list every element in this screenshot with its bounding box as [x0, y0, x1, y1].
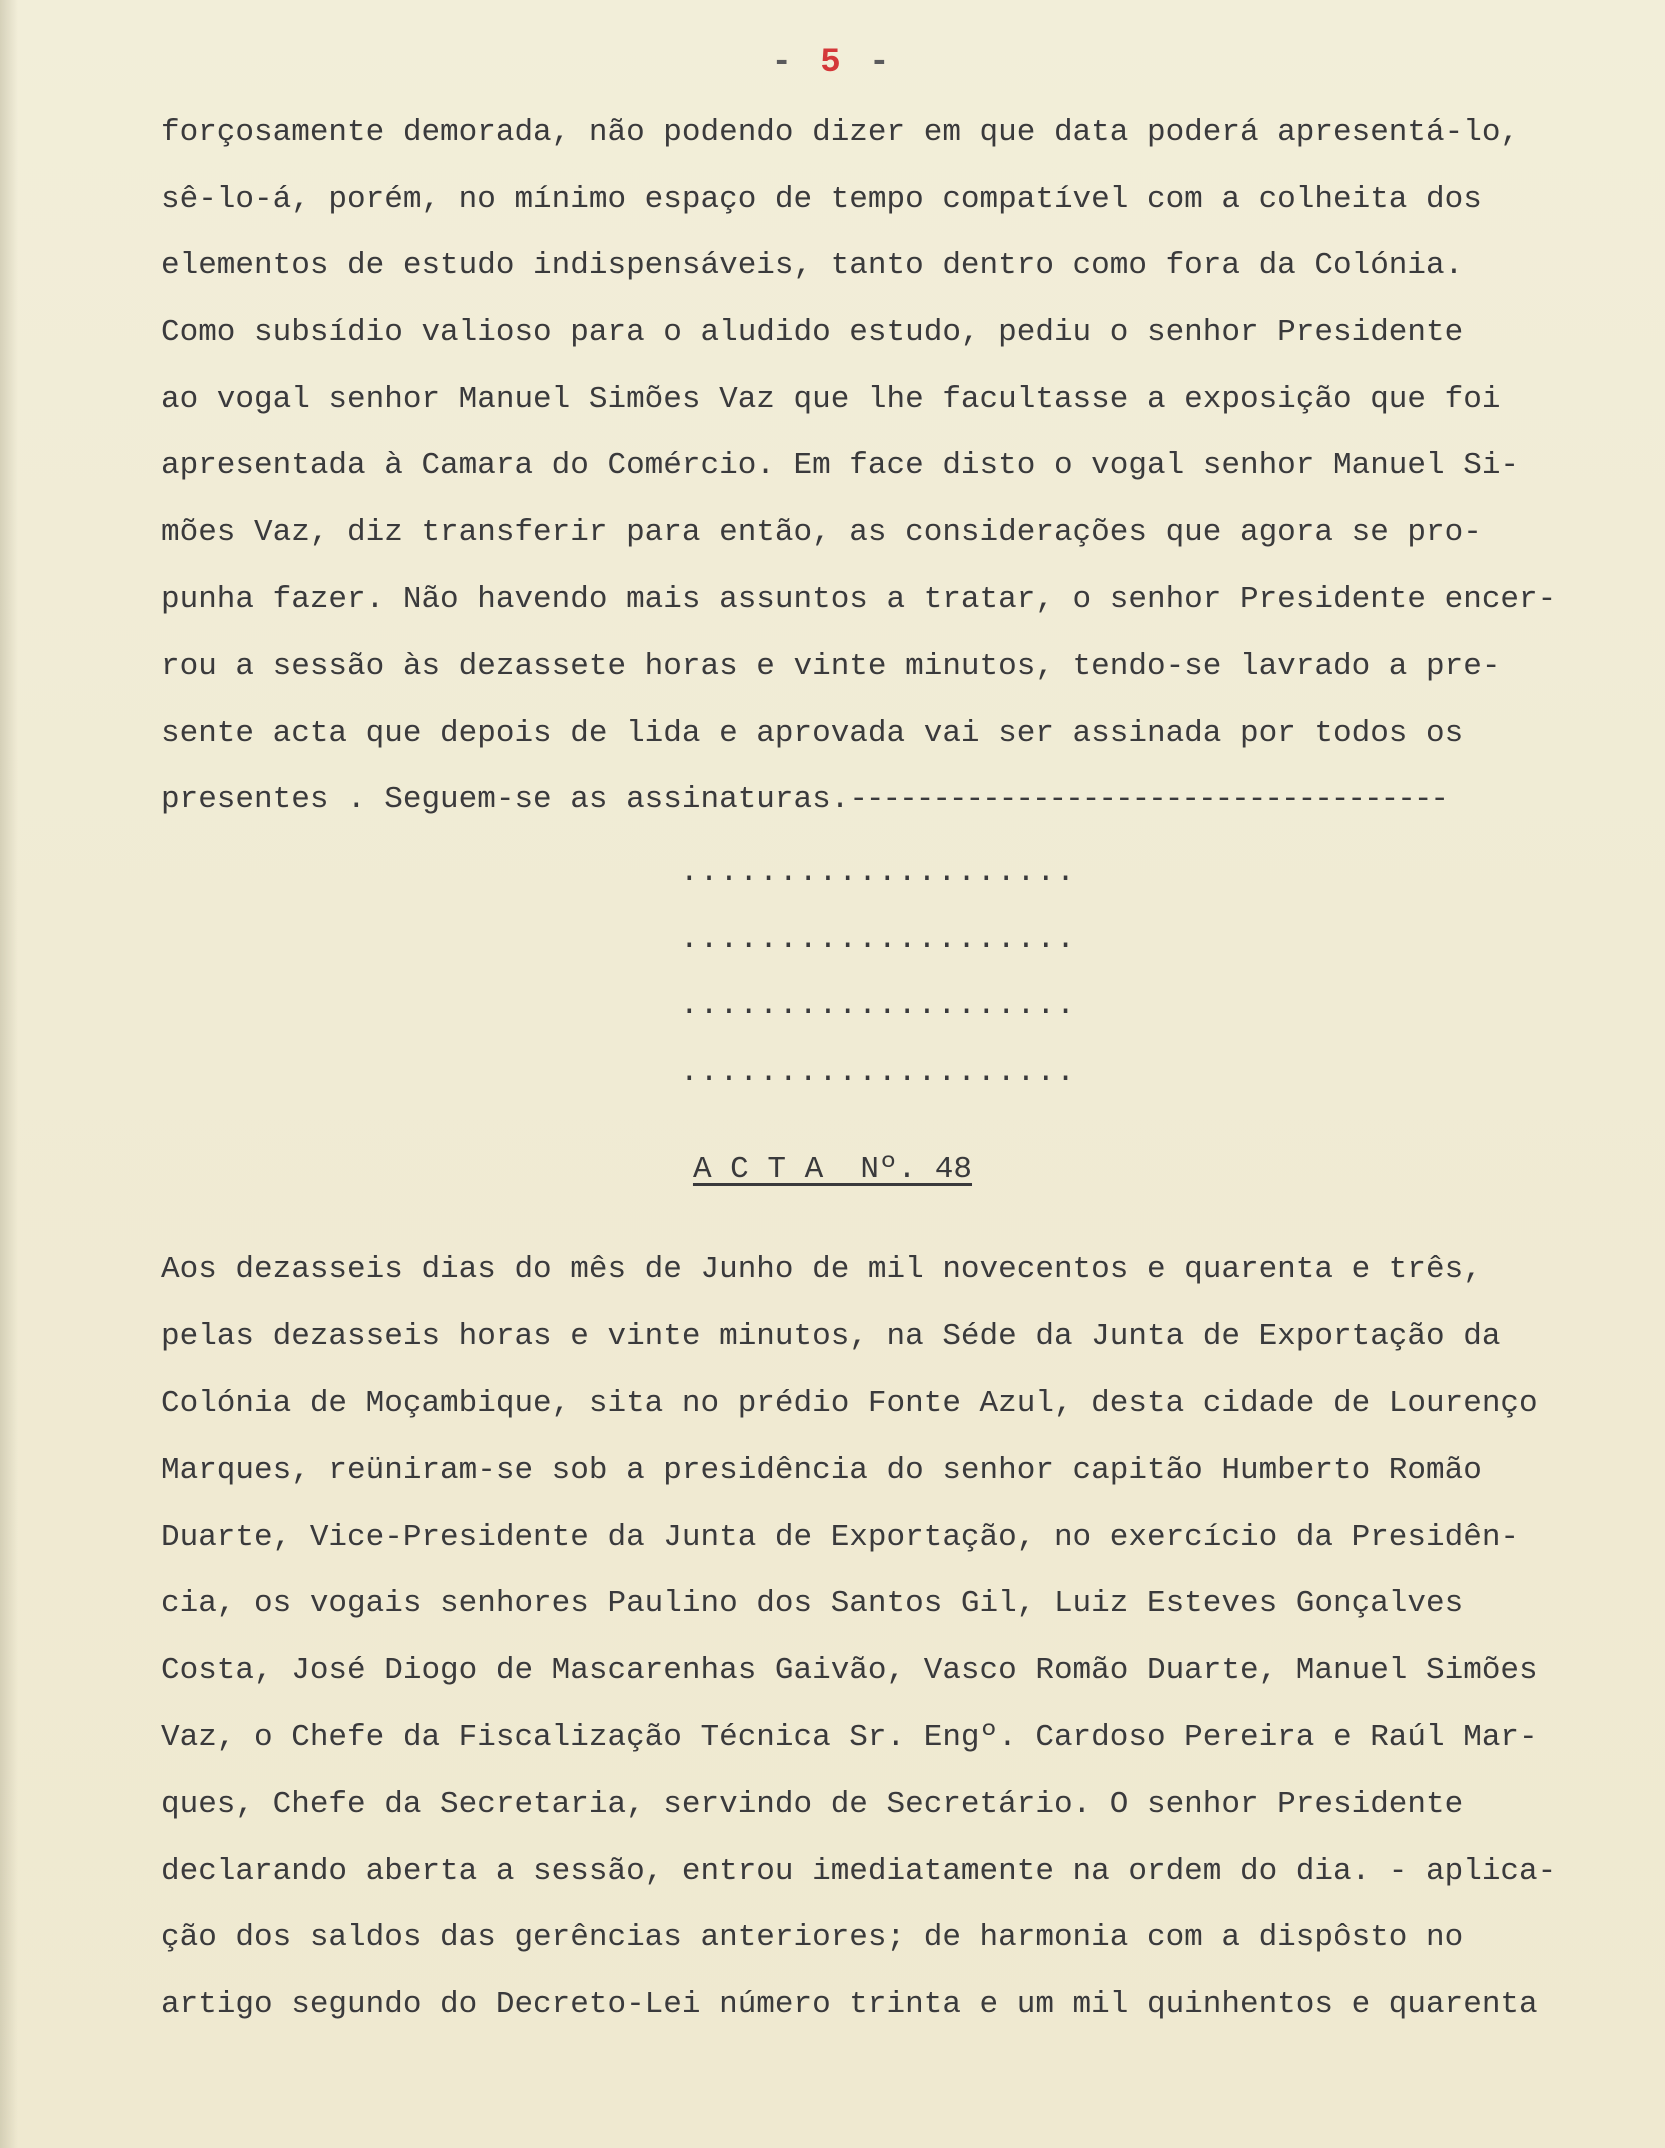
text-line: Marques, reüniram-se sob a presidência do senhor capitão Humberto Romão [161, 1453, 1482, 1488]
signature-line: .................... [680, 922, 1077, 957]
text-line: mões Vaz, diz transferir para então, as considerações que agora se pro- [161, 515, 1482, 550]
text-line: ao vogal senhor Manuel Simões Vaz que lhe facultasse a exposição que foi [161, 382, 1501, 417]
acta-title: A C T A Nº. 48 [692, 1152, 973, 1187]
text-line: Costa, José Diogo de Mascarenhas Gaivão, Vasco Romão Duarte, Manuel Simões [161, 1653, 1538, 1688]
text-line: artigo segundo do Decreto-Lei número trinta e um mil quinhentos e quarenta [161, 1987, 1538, 2022]
text-line: rou a sessão às dezassete horas e vinte minutos, tendo-se lavrado a pre- [161, 649, 1501, 684]
text-line: Aos dezasseis dias do mês de Junho de mil novecentos e quarenta e três, [161, 1252, 1482, 1287]
text-line: apresentada à Camara do Comércio. Em face disto o vogal senhor Manuel Si- [161, 448, 1520, 483]
text-line: sente acta que depois de lida e aprovada vai ser assinada por todos os [161, 716, 1464, 751]
page-number-dash-right: - [869, 44, 894, 82]
text-line: ques, Chefe da Secretaria, servindo de Secretário. O senhor Presidente [161, 1787, 1464, 1822]
signature-line: .................... [680, 855, 1077, 890]
text-line: pelas dezasseis horas e vinte minutos, na Séde da Junta de Exportação da [161, 1319, 1501, 1354]
text-line: sê-lo-á, porém, no mínimo espaço de tempo compatível com a colheita dos [161, 182, 1482, 217]
page-edge-shadow [0, 0, 18, 2148]
signature-line: .................... [680, 1055, 1077, 1090]
text-line-last [161, 780, 1447, 820]
text-line: Vaz, o Chefe da Fiscalização Técnica Sr. Engº. Cardoso Pereira e Raúl Mar- [161, 1720, 1538, 1755]
text-line: Como subsídio valioso para o aludido estudo, pediu o senhor Presidente [161, 315, 1464, 350]
text-line: forçosamente demorada, não podendo dizer em que data poderá apresentá-lo, [161, 115, 1520, 150]
text-line: punha fazer. Não havendo mais assuntos a tratar, o senhor Presidente encer- [161, 582, 1557, 617]
text-line: cia, os vogais senhores Paulino dos Santos Gil, Luiz Esteves Gonçalves [161, 1586, 1464, 1621]
signature-line: .................... [680, 988, 1077, 1023]
closing-text: presentes . Seguem-se as assinaturas. [161, 782, 850, 817]
page-number-dash-left: - [771, 44, 796, 82]
text-line: Duarte, Vice-Presidente da Junta de Exportação, no exercício da Presidên- [161, 1520, 1520, 1555]
text-line: ção dos saldos das gerências anteriores; de harmonia com a dispôsto no [161, 1920, 1464, 1955]
page-number-value: 5 [820, 44, 845, 82]
acta-heading [0, 1150, 1665, 1190]
page-number [0, 44, 1665, 82]
text-line: declarando aberta a sessão, entrou imediatamente na ordem do dia. - aplica- [161, 1854, 1557, 1889]
filler-dashes: ------------------------------------ [849, 782, 1448, 817]
text-line: Colónia de Moçambique, sita no prédio Fonte Azul, desta cidade de Lourenço [161, 1386, 1538, 1421]
text-line: elementos de estudo indispensáveis, tanto dentro como fora da Colónia. [161, 248, 1464, 283]
